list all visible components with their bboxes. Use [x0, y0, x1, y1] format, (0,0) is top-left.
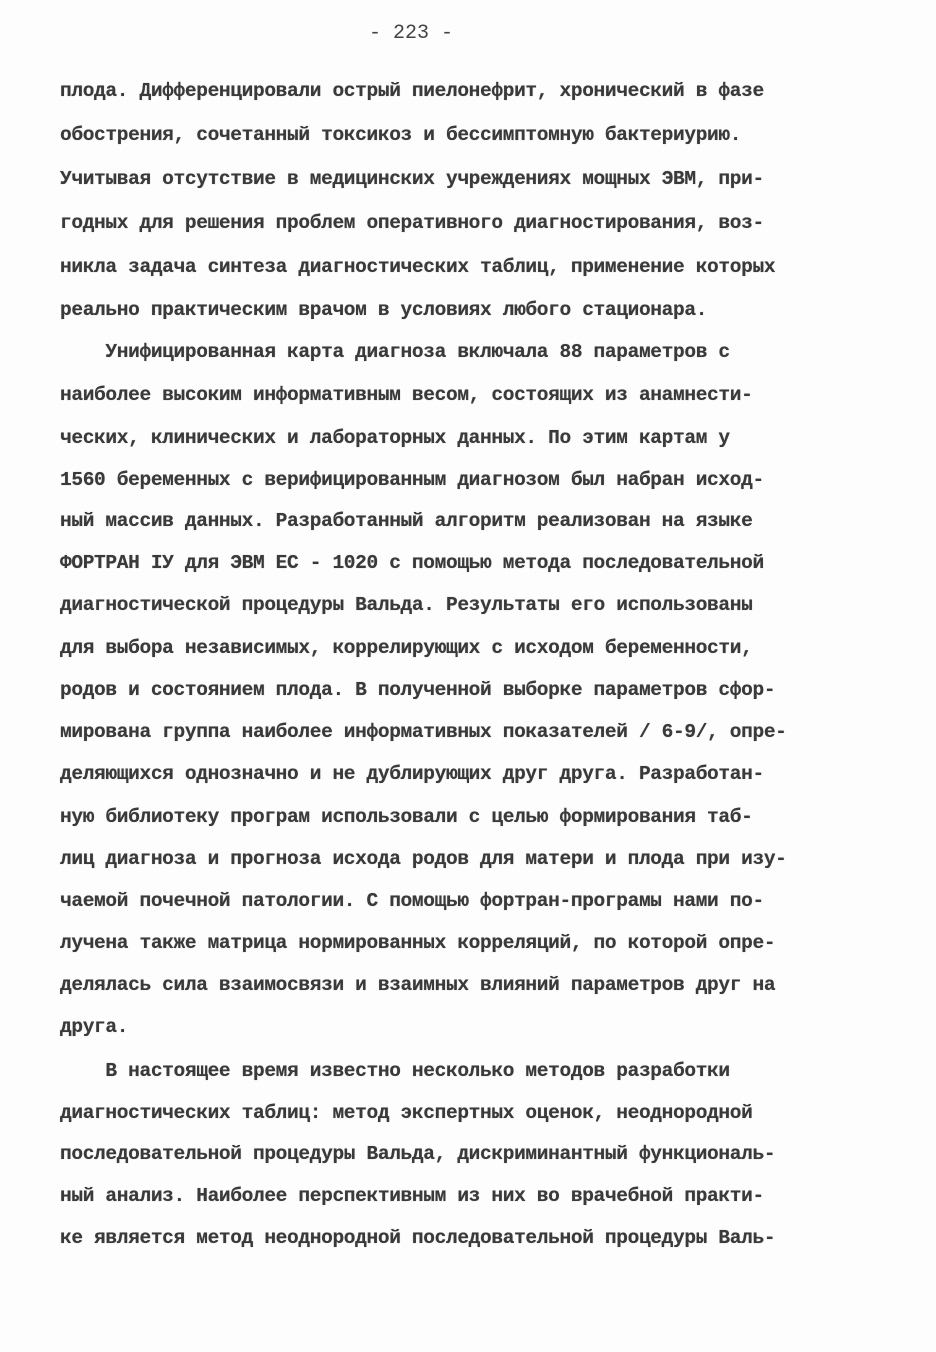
text-line: диагностической процедуры Вальда. Результаты его использованы — [60, 594, 753, 616]
text-line: родов и состоянием плода. В полученной выборке параметров сфор- — [60, 679, 776, 701]
text-line: лиц диагноза и прогноза исхода родов для матери и плода при изу- — [60, 848, 787, 870]
text-line: делялась сила взаимосвязи и взаимных влияний параметров друг на — [60, 974, 776, 996]
text-line: мирована группа наиболее информативных показателей / 6-9/, опре- — [60, 721, 787, 743]
text-line: Унифицированная карта диагноза включала 88 параметров с — [60, 341, 730, 363]
text-line: наиболее высоким информативным весом, состоящих из анамнести- — [60, 384, 753, 406]
page-number: - 223 - — [368, 22, 453, 45]
text-line: друга. — [60, 1016, 129, 1038]
text-line: никла задача синтеза диагностических таблиц, применение которых — [60, 256, 776, 278]
text-line: плода. Дифференцировали острый пиелонефрит, хронический в фазе — [60, 80, 764, 102]
text-line: 1560 беременных с верифицированным диагнозом был набран исход- — [60, 469, 764, 491]
text-line: последовательной процедуры Вальда, дискриминантный функциональ- — [60, 1143, 776, 1165]
text-line: ный массив данных. Разработанный алгоритм реализован на языке — [60, 510, 753, 532]
text-line: ке является метод неоднородной последовательной процедуры Валь- — [60, 1227, 776, 1249]
text-line: ФОРТРАН IУ для ЭВМ ЕС - 1020 с помощью метода последовательной — [60, 552, 764, 574]
text-line: В настоящее время известно несколько методов разработки — [60, 1060, 730, 1082]
text-line: Учитывая отсутствие в медицинских учреждениях мощных ЭВМ, при- — [60, 168, 764, 190]
text-line: лучена также матрица нормированных корреляций, по которой опре- — [60, 932, 776, 954]
text-line: годных для решения проблем оперативного диагностирования, воз- — [60, 212, 764, 234]
text-line: ную библиотеку програм использовали с целью формирования таб- — [60, 806, 753, 828]
text-line: для выбора независимых, коррелирующих с исходом беременности, — [60, 637, 753, 659]
text-line: ный анализ. Наиболее перспективным из них во врачебной практи- — [60, 1185, 764, 1207]
text-line: реально практическим врачом в условиях любого стационара. — [60, 299, 708, 321]
text-line: обострения, сочетанный токсикоз и бессимптомную бактериурию. — [60, 124, 742, 146]
text-line: деляющихся однозначно и не дублирующих друг друга. Разработан- — [60, 763, 764, 785]
text-line: ческих, клинических и лабораторных данных. По этим картам у — [60, 427, 730, 449]
text-line: чаемой почечной патологии. С помощью фортран-програмы нами по- — [60, 890, 764, 912]
text-line: диагностических таблиц: метод экспертных оценок, неоднородной — [60, 1102, 753, 1124]
